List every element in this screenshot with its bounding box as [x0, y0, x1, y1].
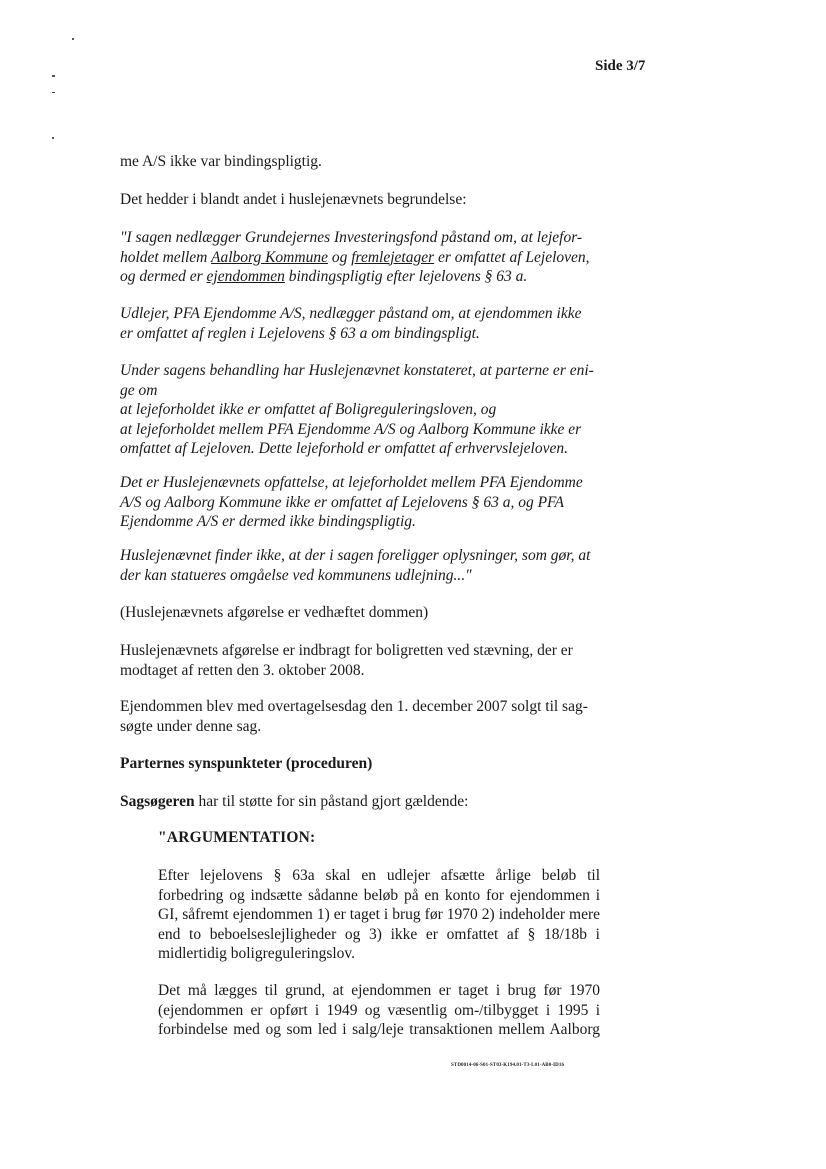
- scan-speck: [52, 137, 54, 139]
- document-code: STD0014-06-S01-ST03-K194.01-T3-L01-AB0-ID16: [451, 1063, 565, 1068]
- paragraph-court-filing: Huslejenævnets afgørelse er indbragt for boligretten ved stævning, der er modtaget af retten den 3. oktober 2008.: [120, 642, 573, 679]
- argumentation-heading: "ARGUMENTATION:: [158, 829, 316, 846]
- paragraph-attachment-note: (Huslejenævnets afgørelse er vedhæftet dommen): [120, 604, 429, 621]
- quote-paragraph-2: [120, 304, 600, 343]
- quote-line: Udlejer, PFA Ejendomme A/S, nedlægger påstand om, at ejendommen ikke: [120, 305, 582, 322]
- quote-paragraph-1: [120, 228, 600, 287]
- quote-line: "I sagen nedlægger Grundejernes Investeringsfond påstand om, at lejefor-: [120, 229, 583, 246]
- paragraph-sale: Ejendommen blev med overtagelsesdag den 1. december 2007 solgt til sag- søgte under denne sag.: [120, 698, 588, 735]
- page-number: Side 3/7: [595, 58, 646, 74]
- underlined-term: Aalborg Kommune: [210, 248, 328, 266]
- quote-line: Under sagens behandling har Huslejenævnet konstateret, at parterne er eni-: [120, 362, 594, 379]
- quote-line: omfattet af Lejeloven. Dette lejeforhold er omfattet af erhvervslejeloven.: [120, 440, 568, 458]
- quote-paragraph-4: [120, 473, 600, 532]
- quote-line: og dermed er ejendommen bindingspligtig efter lejelovens § 63 a.: [120, 268, 528, 286]
- argument-paragraph-2: Det må lægges til grund, at ejendommen er taget i brug før 1970 (ejendommen er opført i 1949 og væsentlig om-/tilbygget i 1995 i forbindelse med og som led i salg/leje transaktionen mellem Aalborg: [158, 982, 600, 1039]
- quote-line: at lejeforholdet mellem PFA Ejendomme A/S og Aalborg Kommune ikke er: [120, 420, 582, 438]
- quote-paragraph-3: [120, 361, 600, 459]
- paragraph-plaintiff-claims: Sagsøgeren har til støtte for sin påstand gjort gældende:: [120, 793, 469, 810]
- scan-speck: [72, 38, 74, 40]
- quote-paragraph-5: [120, 546, 600, 585]
- argument-paragraph-1: Efter lejelovens § 63a skal en udlejer afsætte årlige beløb til forbedring og indsætte sådanne beløb på en konto for ejendommen i GI, såfremt ejendommen 1) er taget i brug før 1970 2) indeholder mere end to beboelseslejligheder og 3) ikke er omfattet af § 18/18b i midlertidig boligreguleringslov.: [158, 867, 600, 963]
- quote-line: Huslejenævnet finder ikke, at der i sagen foreligger oplysninger, som gør, at: [120, 547, 591, 564]
- quote-line: er omfattet af reglen i Lejelovens § 63 a om bindingspligt.: [120, 324, 480, 342]
- paragraph-continuation: me A/S ikke var bindingspligtig.: [120, 153, 322, 170]
- quote-line: A/S og Aalborg Kommune ikke er omfattet af Lejelovens § 63 a, og PFA: [120, 493, 564, 511]
- quote-line: Det er Huslejenævnets opfattelse, at lejeforholdet mellem PFA Ejendomme: [120, 474, 583, 491]
- quote-line: Ejendomme A/S er dermed ikke bindingspligtig.: [120, 513, 416, 531]
- paragraph-intro-quote: Det hedder i blandt andet i huslejenævnets begrundelse:: [120, 191, 467, 208]
- scan-speck: [52, 92, 55, 93]
- quote-line: ge om: [120, 381, 158, 399]
- section-heading: Parternes synspunkteter (proceduren): [120, 755, 373, 772]
- underlined-term: ejendommen: [206, 268, 285, 286]
- plaintiff-label: Sagsøgeren: [120, 793, 195, 810]
- quote-line: at lejeforholdet ikke er omfattet af Boligreguleringsloven, og: [120, 401, 497, 419]
- quote-line: holdet mellem Aalborg Kommune og fremlejetager er omfattet af Lejeloven,: [120, 248, 590, 266]
- quote-line: der kan statueres omgåelse ved kommunens udlejning...": [120, 566, 472, 584]
- scan-speck: [52, 75, 55, 77]
- underlined-term: fremlejetager: [351, 248, 435, 266]
